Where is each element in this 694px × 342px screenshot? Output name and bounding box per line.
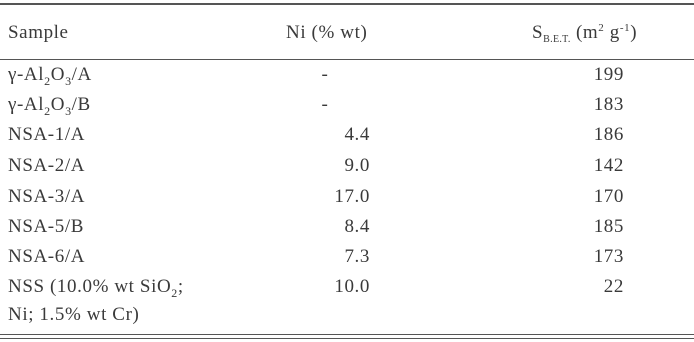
header-ni: Ni (% wt) <box>286 22 368 43</box>
row-2-ni: 4.4 <box>344 124 370 145</box>
row-1-sample-pre: γ-Al <box>8 94 45 115</box>
row-2-sample: NSA-1/A <box>8 124 86 145</box>
row-1-sbet: 183 <box>593 94 624 115</box>
header-sbet-unit-sup2: 2 <box>598 22 605 34</box>
row-0-sample <box>8 64 92 87</box>
row-4-sample: NSA-3/A <box>8 186 86 207</box>
row-1-sample-post: /B <box>71 94 91 115</box>
row-1-sample-sub1: 2 <box>44 104 51 118</box>
row-0-sample-mid: O <box>50 64 66 85</box>
header-sbet-subscript: B.E.T. <box>543 34 571 45</box>
row-3-ni: 9.0 <box>344 155 370 176</box>
row-0-sample-sub2: 3 <box>65 74 72 88</box>
header-sbet <box>532 22 637 47</box>
row-7-sample-line1 <box>8 276 184 299</box>
row-2-sbet: 186 <box>593 124 624 145</box>
header-sbet-symbol: S <box>532 22 544 43</box>
row-0-ni: - <box>321 64 329 85</box>
row-5-ni: 8.4 <box>344 216 370 237</box>
row-6-ni: 7.3 <box>344 246 370 267</box>
row-3-sample: NSA-2/A <box>8 155 86 176</box>
row-4-ni: 17.0 <box>334 186 370 207</box>
row-7-sbet: 22 <box>603 276 624 297</box>
header-sbet-unit-sup-neg1: -1 <box>619 22 631 34</box>
row-5-sample: NSA-5/B <box>8 216 84 237</box>
row-0-sample-sub1: 2 <box>44 74 51 88</box>
row-0-sample-post: /A <box>71 64 92 85</box>
row-1-sample <box>8 94 91 117</box>
row-1-ni: - <box>321 94 329 115</box>
table-top-rule <box>0 3 694 5</box>
row-4-sbet: 170 <box>593 186 624 207</box>
table-bottom-rule-1 <box>0 334 694 335</box>
table-bottom-rule-2 <box>0 338 694 339</box>
header-sbet-unit-mid: g <box>604 22 620 43</box>
header-sbet-unit-open: (m <box>575 22 599 43</box>
row-1-sample-mid: O <box>50 94 66 115</box>
row-5-sbet: 185 <box>593 216 624 237</box>
row-1-sample-sub2: 3 <box>65 104 72 118</box>
row-7-sample-line1-post: ; <box>177 276 184 297</box>
row-6-sample: NSA-6/A <box>8 246 86 267</box>
row-7-sample-line2: Ni; 1.5% wt Cr) <box>8 304 140 325</box>
row-3-sbet: 142 <box>593 155 624 176</box>
table-header-rule <box>0 59 694 60</box>
row-7-ni: 10.0 <box>334 276 370 297</box>
row-7-sample-line1-pre: NSS (10.0% wt SiO <box>8 276 172 297</box>
row-7-sample-line1-sub: 2 <box>171 286 178 300</box>
header-sbet-unit-close: ) <box>630 22 638 43</box>
row-0-sbet: 199 <box>593 64 624 85</box>
row-6-sbet: 173 <box>593 246 624 267</box>
header-sample: Sample <box>8 22 69 43</box>
row-0-sample-pre: γ-Al <box>8 64 45 85</box>
